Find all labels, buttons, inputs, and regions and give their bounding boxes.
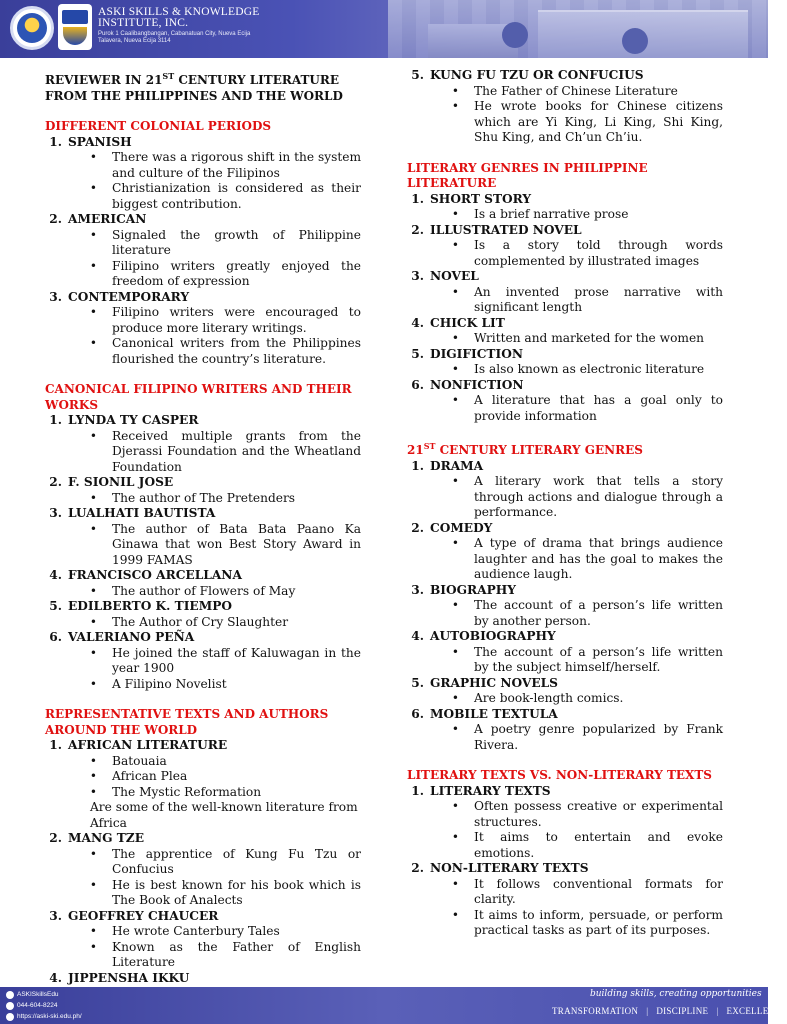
page-footer — [0, 987, 787, 1024]
section-list — [45, 135, 361, 368]
list-item-label: MOBILE TEXTULA — [430, 706, 558, 721]
website-link[interactable]: https://aski-ski.edu.ph/ — [17, 1013, 82, 1020]
phone-icon — [6, 1002, 14, 1010]
bullet-item: • The author of Flowers of May — [89, 583, 296, 598]
header-building-photo — [388, 0, 768, 58]
list-item: 3. NOVEL — [411, 269, 479, 283]
list-item-label: LYNDA TY CASPER — [68, 413, 199, 427]
section-list — [407, 784, 723, 939]
list-item-label: AUTOBIOGRAPHY — [430, 629, 556, 643]
note-text: Are some of the well-known literature from Africa — [90, 800, 358, 830]
list-item: 6. NONFICTION — [411, 377, 524, 392]
list-item-label: NOVEL — [430, 269, 479, 283]
bullet-item: • The account of a person’s life written by another person. — [451, 598, 723, 628]
list-item: 2. ILLUSTRATED NOVEL — [411, 222, 582, 237]
list-item: 3. LUALHATI BAUTISTA — [49, 506, 216, 520]
list-item: 2. MANG TZE — [49, 831, 144, 845]
bullet-item: • Received multiple grants from the Djerassi Foundation and the Wheatland Foundation — [89, 428, 361, 474]
list-item-label: JIPPENSHA IKKU — [68, 970, 190, 985]
list-item: 3. BIOGRAPHY — [411, 582, 516, 597]
bullet-item: • Written and marketed for the women — [451, 331, 705, 345]
bullet-item: • He is best known for his book which is The Book of Analects — [89, 877, 361, 907]
bullet-item: • The Author of Cry Slaughter — [89, 614, 289, 629]
bullet-item: • The Mystic Reformation — [89, 784, 262, 799]
tagline: building skills, creating opportunities — [590, 989, 762, 999]
value-transformation: TRANSFORMATION — [552, 1006, 639, 1016]
list-item-label: GRAPHIC NOVELS — [430, 675, 558, 690]
bullet-item: • The apprentice of Kung Fu Tzu or Confucius — [89, 846, 361, 876]
bullet-item: • Is also known as electronic literature — [451, 362, 705, 376]
institute-address: Purok 1 Caalibangbangan, Cabanatuan City, Nueva Ecija Talavera, Nueva Ecija 3114 — [98, 31, 251, 44]
list-item-label: AMERICAN — [68, 212, 147, 226]
list-item: 3. CONTEMPORARY — [49, 289, 190, 304]
bullet-item: • African Plea — [89, 769, 188, 783]
bullet-item: • There was a rigorous shift in the system and culture of the Filipinos — [89, 150, 361, 180]
section-list — [45, 413, 361, 692]
list-item: 1. AFRICAN LITERATURE — [49, 738, 228, 752]
aski-logo-icon — [10, 6, 54, 50]
bullet-item: • A literature that has a goal only to provide information — [451, 393, 723, 423]
bullet-item: • The author of The Pretenders — [89, 490, 296, 505]
bullet-item: • The account of a person’s life written by the subject himself/herself. — [451, 644, 723, 674]
facebook-icon — [6, 991, 14, 999]
left-column — [45, 68, 361, 1017]
bullet-item: • Christianization is considered as their biggest contribution. — [89, 181, 361, 211]
list-item: 1. SPANISH — [49, 134, 132, 149]
section-heading: LITERARY GENRES IN PHILIPPINE LITERATURE — [407, 160, 648, 190]
list-item-label: LITERARY TEXTS — [430, 783, 551, 798]
section-heading: REPRESENTATIVE TEXTS AND AUTHORS AROUND THE WORLD — [45, 707, 329, 737]
separator: | — [646, 1006, 649, 1016]
globe-icon — [6, 1013, 14, 1021]
list-item: 2. NON-LITERARY TEXTS — [411, 861, 589, 875]
list-item-label: NONFICTION — [430, 377, 524, 392]
list-item: 6. MOBILE TEXTULA — [411, 706, 558, 721]
bullet-item: • Canonical writers from the Philippines flourished the country’s literature. — [89, 336, 361, 366]
list-item-label: EDILBERTO K. TIEMPO — [68, 599, 232, 613]
bullet-item: • Are book-length comics. — [451, 691, 624, 705]
core-values — [552, 1006, 787, 1016]
list-item: 1. SHORT STORY — [411, 191, 532, 206]
list-item-label: FRANCISCO ARCELLANA — [68, 568, 242, 582]
right-column — [407, 68, 723, 939]
list-item-label: VALERIANO PEÑA — [68, 630, 195, 644]
list-item-label: CONTEMPORARY — [68, 289, 190, 304]
list-item-label: LUALHATI BAUTISTA — [68, 506, 216, 520]
page-header — [0, 0, 768, 58]
list-item-label: F. SIONIL JOSE — [68, 475, 174, 489]
bullet-item: • It aims to inform, persuade, or perform practical tasks as part of its purposes. — [451, 907, 723, 937]
list-item: 1. LYNDA TY CASPER — [49, 413, 199, 427]
bullet-item: • Known as the Father of English Literature — [89, 939, 361, 969]
section-list — [407, 192, 723, 425]
list-item-label: DRAMA — [430, 458, 484, 473]
list-item: 5. EDILBERTO K. TIEMPO — [49, 599, 232, 613]
list-item: 1. DRAMA — [411, 458, 484, 473]
bullet-item: • Filipino writers greatly enjoyed the freedom of expression — [89, 258, 361, 288]
section-list — [407, 459, 723, 754]
facebook-link[interactable]: ASKISkillsEdu — [17, 991, 59, 998]
contact-info — [6, 989, 82, 1022]
list-item: 2. AMERICAN — [49, 212, 147, 226]
section-heading: LITERARY TEXTS VS. NON-LITERARY TEXTS — [407, 768, 712, 782]
value-discipline: DISCIPLINE — [656, 1006, 709, 1016]
list-item: 5. GRAPHIC NOVELS — [411, 675, 558, 690]
section-heading: 21ST CENTURY LITERARY GENRES — [407, 441, 643, 457]
institute-name: ASKI SKILLS & KNOWLEDGE INSTITUTE, INC. — [98, 6, 260, 29]
list-item-label: BIOGRAPHY — [430, 582, 516, 597]
list-item-label: COMEDY — [430, 520, 493, 535]
bullet-item: • Often possess creative or experimental structures. — [451, 799, 723, 829]
eagle-logo-icon — [58, 4, 92, 50]
bullet-item: • A literary work that tells a story through actions and dialogue through a performance. — [451, 474, 723, 519]
bullet-item: • An invented prose narrative with significant length — [451, 284, 723, 314]
bullet-item: • A poetry genre popularized by Frank Rivera. — [451, 722, 723, 752]
phone-number: 044-604-8224 — [17, 1002, 58, 1009]
list-item: 3. GEOFFREY CHAUCER — [49, 908, 219, 923]
section-list — [407, 68, 723, 146]
list-item-label: CHICK LIT — [430, 315, 505, 330]
list-item: 4. JIPPENSHA IKKU — [49, 970, 190, 985]
list-item: 2. F. SIONIL JOSE — [49, 475, 174, 489]
bullet-item: • He joined the staff of Kaluwagan in the year 1900 — [89, 645, 361, 675]
bullet-item: • Batouaia — [89, 753, 167, 768]
list-item-label: ILLUSTRATED NOVEL — [430, 222, 582, 237]
list-item-label: MANG TZE — [68, 831, 144, 845]
section-heading: DIFFERENT COLONIAL PERIODS — [45, 119, 272, 133]
bullet-item: • Is a story told through words complemented by illustrated images — [451, 238, 723, 268]
list-item: 1. LITERARY TEXTS — [411, 783, 551, 798]
bullet-item: • It follows conventional formats for clarity. — [451, 876, 723, 906]
list-item-label: KUNG FU TZU OR CONFUCIUS — [430, 68, 644, 82]
value-excellence: EXCELLENCE — [726, 1006, 787, 1016]
list-item: 2. COMEDY — [411, 520, 493, 535]
document-title: REVIEWER IN 21ST CENTURY LITERATURE FROM THE PHILIPPINES AND THE WORLD — [45, 71, 343, 103]
bullet-item: • He wrote books for Chinese citizens which are Yi King, Li King, Shi King, Shu King, and Ch’un Ch’iu. — [451, 99, 723, 144]
bullet-item: • It aims to entertain and evoke emotions. — [451, 830, 723, 860]
list-item: 5. KUNG FU TZU OR CONFUCIUS — [411, 68, 644, 82]
section-heading: CANONICAL FILIPINO WRITERS AND THEIR WORKS — [45, 382, 352, 412]
bullet-item: • The Father of Chinese Literature — [451, 83, 678, 98]
list-item-label: SPANISH — [68, 134, 132, 149]
bullet-item: • Is a brief narrative prose — [451, 207, 629, 221]
list-item: 4. CHICK LIT — [411, 315, 505, 330]
list-item: 6. VALERIANO PEÑA — [49, 630, 195, 644]
bullet-item: • A Filipino Novelist — [89, 676, 227, 691]
separator: | — [716, 1006, 719, 1016]
list-item-label: GEOFFREY CHAUCER — [68, 908, 219, 923]
bullet-item: • A type of drama that brings audience laughter and has the goal to makes the audience laugh. — [451, 536, 723, 581]
list-item: 4. AUTOBIOGRAPHY — [411, 629, 556, 643]
bullet-item: • He wrote Canterbury Tales — [89, 924, 280, 938]
list-item: 4. FRANCISCO ARCELLANA — [49, 568, 242, 582]
list-item: 5. DIGIFICTION — [411, 346, 523, 361]
list-item-label: SHORT STORY — [430, 191, 532, 206]
bullet-item: • The author of Bata Bata Paano Ka Ginawa that won Best Story Award in 1999 FAMAS — [89, 521, 361, 567]
list-item-label: DIGIFICTION — [430, 346, 523, 361]
bullet-item: • Filipino writers were encouraged to produce more literary writings. — [89, 305, 361, 335]
bullet-item: • Signaled the growth of Philippine literature — [89, 227, 361, 257]
list-item-label: NON-LITERARY TEXTS — [430, 861, 589, 875]
